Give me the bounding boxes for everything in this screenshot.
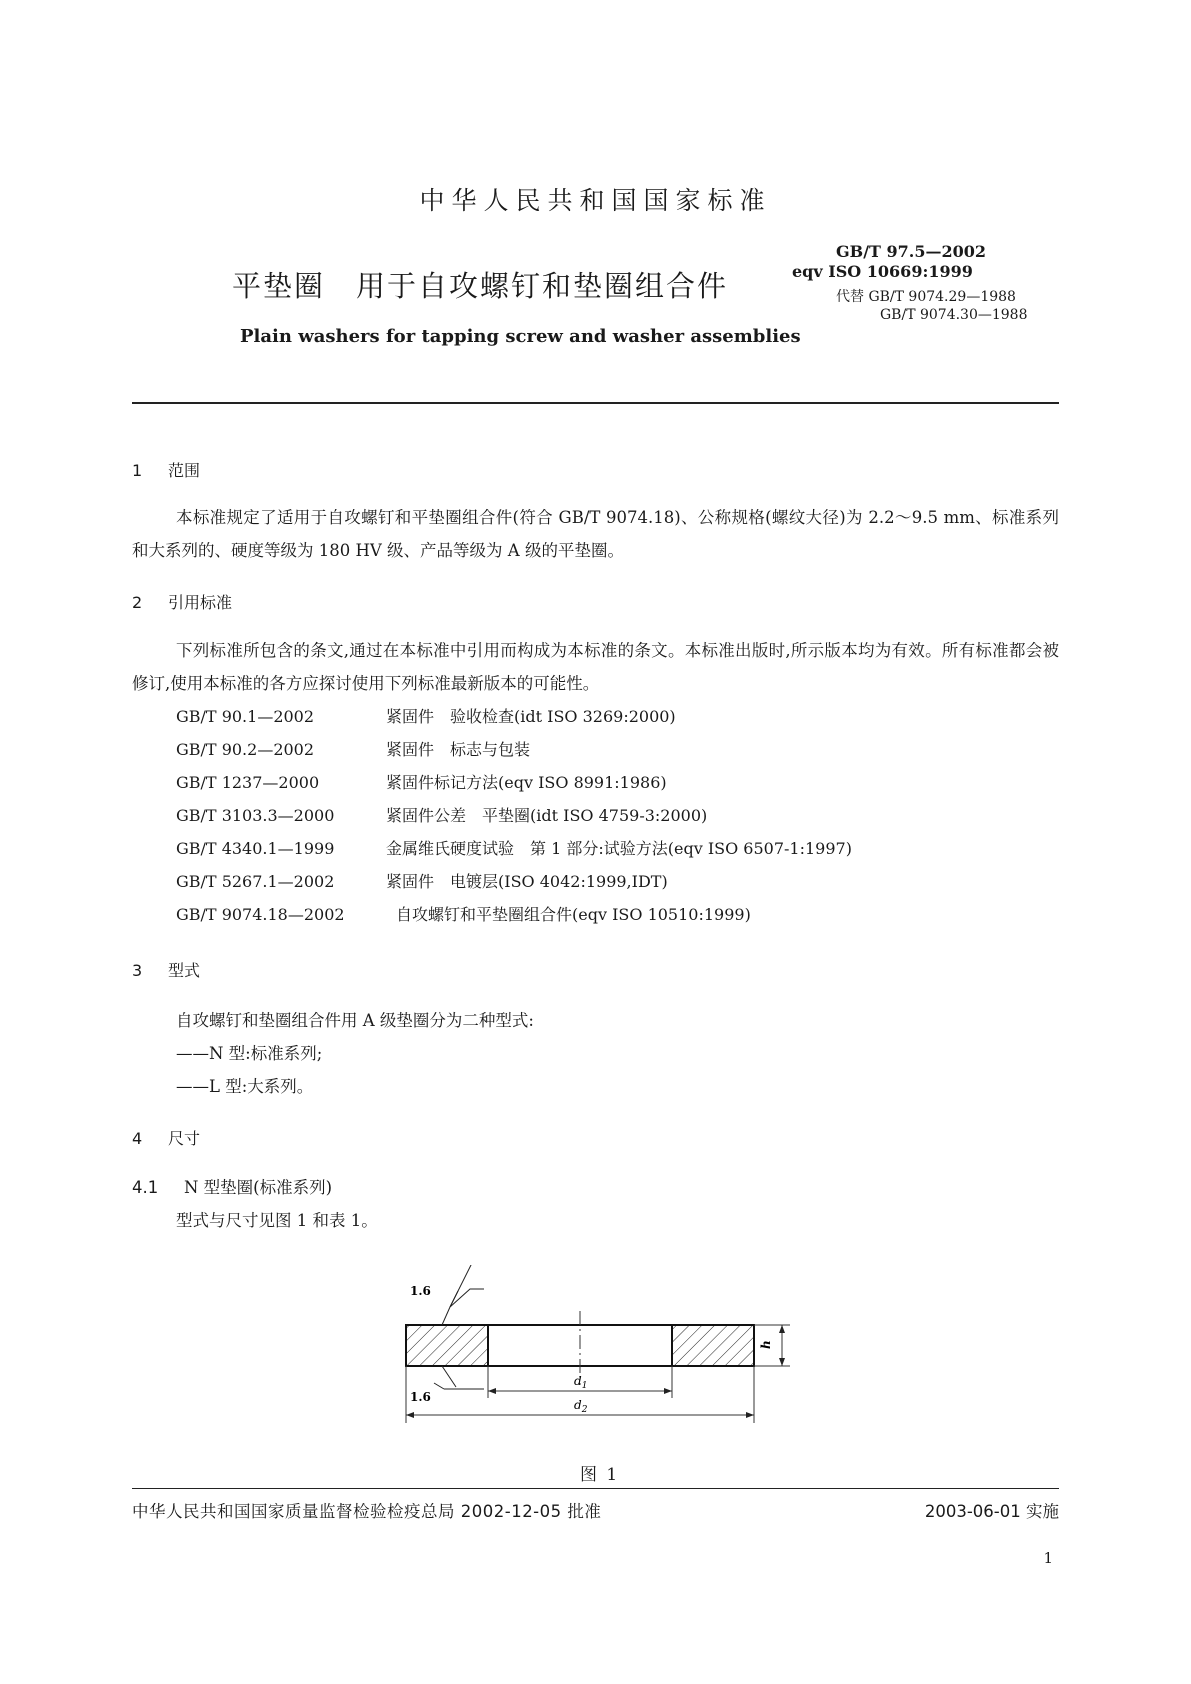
section-3-body [176, 1004, 534, 1103]
section-number: 3 [132, 961, 143, 980]
reference-item [176, 869, 852, 902]
reference-title: 金属维氏硬度试验 第 1 部分:试验方法(eqv ISO 6507-1:1997) [386, 839, 852, 858]
equivalent-standard: eqv ISO 10669:1999 [792, 262, 973, 281]
dimension-label-h: h [759, 1340, 773, 1349]
washer-section-right [672, 1325, 754, 1366]
arrowhead [488, 1388, 496, 1394]
subsection-4-1-text: 型式与尺寸见图 1 和表 1。 [176, 1211, 378, 1230]
reference-title: 紧固件 验收检查(idt ISO 3269:2000) [386, 707, 676, 726]
section-title: 范围 [168, 461, 201, 480]
reference-code: GB/T 4340.1—1999 [176, 839, 335, 858]
roughness-leader-top-tail [442, 1307, 450, 1325]
page-number: 1 [1043, 1549, 1053, 1567]
reference-title: 紧固件 电镀层(ISO 4042:1999,IDT) [386, 872, 668, 891]
section-title: 引用标准 [168, 593, 233, 612]
approval-line: 中华人民共和国国家质量监督检验检疫总局 2002-12-05 批准 [132, 1502, 602, 1521]
title-english: Plain washers for tapping screw and washer assemblies [240, 326, 801, 347]
reference-title: 紧固件标记方法(eqv ISO 8991:1986) [386, 773, 667, 792]
arrowhead [406, 1412, 414, 1418]
replaced-standard: GB/T 9074.29—1988 [868, 289, 1016, 305]
body-line: ——N 型:标准系列; [176, 1044, 323, 1063]
footer-rule [132, 1488, 1059, 1489]
reference-item [176, 770, 852, 803]
replaces-label: 代替 [836, 289, 864, 305]
roughness-leader-bottom [442, 1366, 456, 1387]
reference-code: GB/T 9074.18—2002 [176, 905, 345, 924]
roughness-leader-top [450, 1265, 472, 1307]
roughness-tick-bottom [434, 1383, 444, 1389]
body-line: ——L 型:大系列。 [176, 1077, 314, 1096]
section-number: 1 [132, 461, 143, 480]
washer-section-left [406, 1325, 488, 1366]
reference-code: GB/T 5267.1—2002 [176, 872, 335, 891]
reference-code: GB/T 3103.3—2000 [176, 806, 335, 825]
section-title: 型式 [168, 961, 201, 980]
section-4-heading [132, 1126, 200, 1149]
standard-code-block [792, 242, 1028, 324]
replaces-line [792, 288, 1028, 306]
issuing-heading: 中华人民共和国国家标准 [419, 186, 772, 215]
dimension-label-d2: $d_2$ [574, 1398, 588, 1415]
figure-caption: 图 1 [580, 1465, 620, 1485]
reference-code: GB/T 90.2—2002 [176, 740, 315, 759]
reference-item [176, 704, 852, 737]
reference-title: 紧固件公差 平垫圈(idt ISO 4759-3:2000) [386, 806, 708, 825]
section-2-heading [132, 590, 232, 613]
section-2-paragraph: 下列标准所包含的条文,通过在本标准中引用而构成为本标准的条文。本标准出版时,所示版本均为有效。所有标准都会被修订,使用本标准的各方应探讨使用下列标准最新版本的可能性。 [132, 641, 1059, 693]
subsection-number: 4.1 [132, 1178, 159, 1197]
standard-code: GB/T 97.5—2002 [836, 242, 987, 261]
section-1-paragraph: 本标准规定了适用于自攻螺钉和平垫圈组合件(符合 GB/T 9074.18)、公称规格(螺纹大径)为 2.2～9.5 mm、标准系列和大系列的、硬度等级为 180 HV 级、产品等级为 A 级的平垫圈。 [132, 508, 1059, 560]
reference-title: 紧固件 标志与包装 [386, 740, 531, 759]
dimension-label-d1: $d_1$ [574, 1374, 588, 1391]
reference-code: GB/T 90.1—2002 [176, 707, 315, 726]
title-chinese: 平垫圈 用于自攻螺钉和垫圈组合件 [232, 269, 729, 303]
section-3-heading [132, 958, 200, 981]
arrowhead [779, 1325, 785, 1333]
replaced-standard: GB/T 9074.30—1988 [880, 307, 1028, 323]
roughness-symbol-top [450, 1289, 484, 1307]
implementation-date: 2003-06-01 实施 [924, 1502, 1059, 1521]
reference-title: 自攻螺钉和平垫圈组合件(eqv ISO 10510:1999) [396, 905, 751, 924]
section-1-heading [132, 458, 200, 481]
reference-item [176, 737, 852, 770]
normative-references-list [176, 704, 852, 935]
arrowhead [664, 1388, 672, 1394]
subsection-title: N 型垫圈(标准系列) [184, 1178, 333, 1197]
header-rule [132, 402, 1059, 404]
reference-code: GB/T 1237—2000 [176, 773, 320, 792]
reference-item [176, 836, 852, 869]
washer-drawing [380, 1265, 820, 1455]
body-line: 自攻螺钉和垫圈组合件用 A 级垫圈分为二种型式: [176, 1011, 534, 1030]
roughness-value-bottom: 1.6 [410, 1390, 431, 1404]
subsection-4-1-heading [132, 1174, 332, 1198]
arrowhead [779, 1358, 785, 1366]
reference-item [176, 902, 852, 935]
reference-item [176, 803, 852, 836]
section-number: 2 [132, 593, 143, 612]
roughness-value-top: 1.6 [410, 1284, 431, 1298]
section-title: 尺寸 [168, 1129, 201, 1148]
section-number: 4 [132, 1129, 143, 1148]
arrowhead [746, 1412, 754, 1418]
